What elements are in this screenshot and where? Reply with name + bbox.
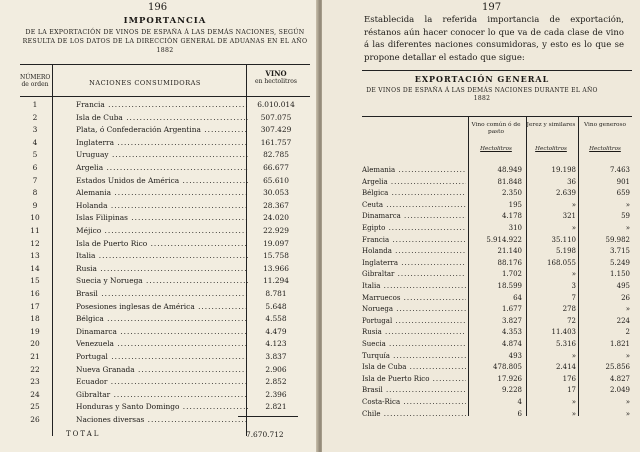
generoso-value: » — [625, 200, 630, 209]
table-row — [20, 402, 310, 414]
header-top-rule — [362, 116, 632, 117]
generoso-value: 3.715 — [609, 247, 630, 256]
col-header-common: Vino común ó de pasto — [471, 122, 521, 135]
unit-label: Hectolitros — [535, 146, 567, 152]
common-wine-value: 5.914.922 — [486, 235, 522, 244]
nation-name: Venezuela ..... — [76, 339, 248, 348]
table-row — [20, 201, 310, 213]
row-number: 23 — [30, 377, 40, 387]
col-header-vino: VINO — [265, 69, 287, 78]
generoso-value: 59.982 — [605, 235, 630, 244]
nation-name: Naciones diversas ..... — [76, 415, 248, 424]
common-wine-value: 48.949 — [497, 166, 522, 174]
table-row — [362, 317, 632, 329]
row-number: 17 — [30, 301, 40, 311]
generoso-value: 59 — [621, 212, 630, 221]
wine-volume: 8.781 — [265, 289, 287, 298]
wine-volume: 24.020 — [263, 213, 289, 223]
wine-volume: 2.906 — [265, 364, 287, 374]
jerez-value: » — [571, 224, 576, 232]
table-row — [20, 264, 310, 276]
jerez-value: 72 — [567, 316, 576, 325]
row-number: 3 — [32, 125, 38, 135]
generoso-value: 659 — [616, 189, 630, 198]
common-wine-value: 64 — [513, 293, 522, 302]
nation-name: Brasil ..... — [362, 386, 466, 394]
generoso-value: 25.856 — [605, 363, 630, 372]
table-row — [362, 375, 632, 387]
nation-name: Francia ..... — [76, 100, 248, 109]
generoso-value: 2.049 — [609, 386, 630, 395]
common-wine-value: 4.874 — [501, 340, 522, 348]
wine-volume: 13.966 — [263, 263, 289, 273]
nation-name: Chile ..... — [362, 410, 466, 418]
nation-name: Portugal ..... — [76, 352, 248, 361]
table-row — [362, 398, 632, 410]
table-row — [362, 259, 632, 271]
jerez-value: 2.414 — [555, 363, 576, 372]
common-wine-value: 17.926 — [497, 374, 522, 383]
col-header-nation: NACIONES CONSUMIDORAS — [89, 79, 201, 87]
nation-name: Nueva Granada ..... — [76, 365, 248, 374]
nation-name: Rusia ..... — [362, 328, 466, 336]
jerez-value: 36 — [567, 177, 576, 186]
common-wine-value: 1.702 — [501, 270, 522, 279]
common-wine-value: 195 — [508, 200, 522, 209]
total-label: TOTAL — [66, 430, 101, 438]
generoso-value: 1.821 — [609, 340, 630, 348]
wine-volume: 6.010.014 — [257, 100, 295, 109]
table-row — [362, 282, 632, 294]
table-row — [362, 340, 632, 352]
table-row — [20, 377, 310, 389]
row-number: 19 — [30, 326, 40, 336]
nation-name: Brasil ..... — [76, 289, 248, 298]
nation-name: Gibraltar ..... — [362, 270, 466, 278]
generoso-value: » — [625, 305, 630, 314]
nation-name: Estados Unidos de América ..... — [76, 176, 248, 185]
table-row — [362, 212, 632, 224]
wine-volume: 66.677 — [263, 163, 289, 172]
nation-name: Uruguay ..... — [76, 150, 248, 159]
common-wine-value: 310 — [508, 224, 522, 232]
row-number: 1 — [32, 100, 38, 109]
nation-name: Inglaterra ..... — [362, 259, 466, 267]
table-row — [20, 302, 310, 314]
generoso-value: 7.463 — [609, 166, 630, 174]
nation-name: Ecuador ..... — [76, 377, 248, 386]
nation-name: Ceuta ..... — [362, 201, 466, 209]
nation-name: Argelia ..... — [362, 178, 466, 186]
table-row — [362, 189, 632, 201]
generoso-value: 4.827 — [609, 374, 630, 383]
nation-name: Isla de Cuba ..... — [76, 113, 248, 122]
table-row — [362, 328, 632, 340]
table-row — [362, 224, 632, 236]
col-header-number: NÚMERO de orden — [20, 74, 51, 88]
table-row — [20, 239, 310, 251]
common-wine-value: 6 — [517, 409, 522, 418]
left-page — [0, 0, 318, 452]
right-page — [322, 0, 640, 452]
nation-name: Posesiones inglesas de América ..... — [76, 302, 248, 311]
wine-volume: 2.852 — [265, 377, 287, 387]
row-number: 9 — [32, 200, 38, 210]
table-title: IMPORTANCIA — [123, 16, 207, 26]
common-wine-value: 9.228 — [501, 386, 522, 395]
nation-name: Argelia ..... — [76, 163, 248, 172]
table-row — [20, 125, 310, 137]
wine-volume: 22.929 — [263, 226, 289, 235]
row-number: 7 — [32, 175, 38, 185]
table-row — [20, 213, 310, 225]
unit-label: Hectolitros — [589, 146, 621, 152]
table-row — [362, 410, 632, 422]
row-number: 20 — [30, 339, 40, 349]
wine-volume: 15.758 — [263, 251, 289, 261]
table-row — [20, 365, 310, 377]
row-number: 21 — [30, 352, 40, 361]
nation-name: Egipto ..... — [362, 224, 466, 232]
table-subtitle: DE VINOS DE ESPAÑA Á LAS DEMÁS NACIONES DURANTE EL AÑO 1882 — [366, 87, 598, 102]
total-value: 7.670.712 — [246, 430, 284, 439]
nation-name: Isla de Puerto Rico ..... — [76, 239, 248, 248]
nation-name: Isla de Cuba ..... — [362, 363, 466, 371]
jerez-value: » — [571, 409, 576, 418]
table-row — [20, 276, 310, 288]
nation-name: Suecia ..... — [362, 340, 466, 348]
table-row — [362, 363, 632, 375]
table-row — [20, 314, 310, 326]
row-number: 8 — [32, 188, 38, 198]
nation-name: Italia ..... — [362, 282, 466, 290]
nation-name: Islas Filipinas ..... — [76, 213, 248, 222]
row-number: 24 — [30, 389, 40, 399]
table-row — [362, 352, 632, 364]
table-row — [20, 352, 310, 364]
nation-name: Dinamarca ..... — [76, 327, 248, 336]
generoso-value: 5.249 — [609, 258, 630, 267]
jerez-value: 11.403 — [551, 328, 576, 337]
common-wine-value: 2.350 — [501, 189, 522, 198]
wine-volume: 4.123 — [265, 339, 287, 349]
nation-name: Portugal ..... — [362, 317, 466, 325]
table-row — [362, 166, 632, 178]
generoso-value: 224 — [616, 316, 630, 325]
table-row — [362, 386, 632, 398]
table-row — [20, 226, 310, 238]
row-number: 2 — [32, 112, 38, 122]
table-row — [20, 251, 310, 263]
table-row — [20, 113, 310, 125]
common-wine-value: 18.599 — [497, 282, 522, 290]
row-number: 18 — [30, 314, 40, 324]
nation-name: Francia ..... — [362, 236, 466, 244]
table-row — [362, 305, 632, 317]
wine-volume: 19.097 — [263, 238, 289, 248]
row-number: 25 — [30, 402, 40, 412]
nation-name: Bélgica ..... — [362, 189, 466, 197]
page-number-197: 197 — [482, 2, 502, 13]
row-number: 22 — [30, 364, 40, 374]
jerez-value: 7 — [571, 293, 576, 302]
generoso-value: 26 — [621, 293, 630, 302]
table-row — [20, 163, 310, 175]
row-number: 14 — [30, 263, 40, 273]
wine-volume: 3.837 — [265, 352, 287, 361]
wine-volume: 30.053 — [263, 188, 289, 198]
jerez-value: » — [571, 270, 576, 279]
nation-name: Honduras y Santo Domingo ..... — [76, 402, 248, 411]
row-number: 10 — [30, 213, 40, 223]
nation-name: Holanda ..... — [76, 201, 248, 210]
intro-paragraph: Establecida la referida importancia de exportación, réstanos aún hacer conocer lo que va de cada clase de vino á las diferentes naciones consumidoras, y esto es lo que se propone detallar el estado que sigue: — [364, 15, 624, 63]
common-wine-value: 4.353 — [501, 328, 522, 337]
right-table-title — [362, 74, 602, 103]
common-wine-value: 478.805 — [493, 363, 522, 372]
generoso-value: » — [625, 224, 630, 232]
common-wine-value: 4 — [517, 398, 522, 406]
table-row — [20, 390, 310, 402]
table-top-rule — [20, 64, 310, 65]
generoso-value: » — [625, 409, 630, 418]
row-number: 15 — [30, 276, 40, 286]
wine-volume: 161.757 — [260, 137, 292, 147]
row-number: 26 — [30, 415, 40, 424]
left-table-title — [20, 16, 310, 55]
table-row — [20, 188, 310, 200]
jerez-value: 168.055 — [547, 258, 576, 267]
page-number-196: 196 — [148, 2, 168, 13]
col-header-generoso: Vino generoso — [583, 122, 627, 128]
nation-name: Italia ..... — [76, 251, 248, 260]
generoso-value: » — [625, 398, 630, 406]
jerez-value: 3 — [571, 282, 576, 290]
nation-name: Rusia ..... — [76, 264, 248, 273]
row-number: 16 — [30, 289, 40, 298]
row-number: 5 — [32, 150, 38, 160]
wine-volume: 82.785 — [263, 150, 289, 160]
row-number: 6 — [32, 163, 38, 172]
nation-name: Isla de Puerto Rico ..... — [362, 375, 466, 383]
wine-volume: 2.821 — [265, 402, 287, 412]
table-row — [362, 294, 632, 306]
nation-name: Dinamarca ..... — [362, 212, 466, 220]
generoso-value: 2 — [625, 328, 630, 337]
common-wine-value: 21.140 — [497, 247, 522, 256]
jerez-value: 176 — [562, 374, 576, 383]
jerez-value: 2.639 — [555, 189, 576, 198]
common-wine-value: 81.848 — [497, 177, 522, 186]
table-row — [20, 339, 310, 351]
common-wine-value: 493 — [508, 351, 522, 360]
generoso-value: » — [625, 351, 630, 360]
title-top-rule — [362, 70, 632, 71]
wine-volume: 4.558 — [265, 314, 287, 324]
common-wine-value: 1.677 — [501, 305, 522, 314]
jerez-value: 321 — [562, 212, 576, 221]
row-number: 13 — [30, 251, 40, 261]
nation-name: Plata, ó Confederación Argentina ..... — [76, 125, 248, 134]
wine-volume: 11.294 — [263, 276, 289, 286]
jerez-value: 5.316 — [555, 340, 576, 348]
wine-volume: 2.396 — [265, 389, 287, 399]
nation-name: Suecia y Noruega ..... — [76, 276, 248, 285]
wine-volume: 5.648 — [265, 301, 287, 311]
jerez-value: 278 — [562, 305, 576, 314]
wine-volume: 28.367 — [263, 200, 289, 210]
col-header-jerez: Jerez y similares — [526, 122, 576, 128]
table-row — [362, 178, 632, 190]
generoso-value: 901 — [616, 177, 630, 186]
col-header-unit: en hectolitros — [255, 78, 297, 85]
jerez-value: 19.198 — [551, 166, 576, 174]
table-row — [20, 100, 310, 112]
unit-label: Hectolitros — [480, 146, 512, 152]
nation-name: Turquía ..... — [362, 352, 466, 360]
row-number: 4 — [32, 137, 38, 147]
nation-name: Costa-Rica ..... — [362, 398, 466, 406]
generoso-value: 495 — [616, 282, 630, 290]
wine-volume: 307.429 — [260, 125, 292, 135]
row-number: 11 — [30, 226, 40, 235]
nation-name: Gibraltar ..... — [76, 390, 248, 399]
nation-name: Marruecos ..... — [362, 294, 466, 302]
nation-name: Holanda ..... — [362, 247, 466, 255]
jerez-value: » — [571, 398, 576, 406]
table-row — [362, 201, 632, 213]
table-row — [20, 289, 310, 301]
jerez-value: 35.110 — [551, 235, 576, 244]
nation-name: Bélgica ..... — [76, 314, 248, 323]
table-row — [362, 247, 632, 259]
wine-volume: 65.610 — [263, 175, 289, 185]
table-row — [362, 270, 632, 282]
table-row — [20, 138, 310, 150]
table-subtitle: DE LA EXPORTACIÓN DE VINOS DE ESPAÑA Á LAS DEMÁS NACIONES, SEGÚN RESULTA DE LOS DATOS DE LA DIRECCIÓN GENERAL DE ADUANAS EN EL AÑO 1882 — [22, 29, 308, 54]
table-row — [20, 327, 310, 339]
table-row — [20, 150, 310, 162]
table-title: EXPORTACIÓN GENERAL — [414, 74, 550, 84]
jerez-value: » — [571, 351, 576, 360]
nation-name: Noruega ..... — [362, 305, 466, 313]
jerez-value: 5.198 — [555, 247, 576, 256]
header-bottom-rule — [20, 96, 310, 97]
common-wine-value: 88.176 — [497, 258, 522, 267]
nation-name: Alemania ..... — [76, 188, 248, 197]
nation-name: Alemania ..... — [362, 166, 466, 174]
generoso-value: 1.150 — [609, 270, 630, 279]
nation-name: Méjico ..... — [76, 226, 248, 235]
common-wine-value: 3.827 — [501, 316, 522, 325]
common-wine-value: 4.178 — [501, 212, 522, 221]
jerez-value: » — [571, 200, 576, 209]
nation-name: Inglaterra ..... — [76, 138, 248, 147]
table-row — [362, 236, 632, 248]
wine-volume: 4.479 — [265, 326, 287, 336]
table-row — [20, 176, 310, 188]
row-number: 12 — [30, 238, 40, 248]
wine-volume: 507.075 — [260, 112, 292, 122]
sum-rule — [238, 416, 298, 417]
jerez-value: 17 — [567, 386, 576, 395]
